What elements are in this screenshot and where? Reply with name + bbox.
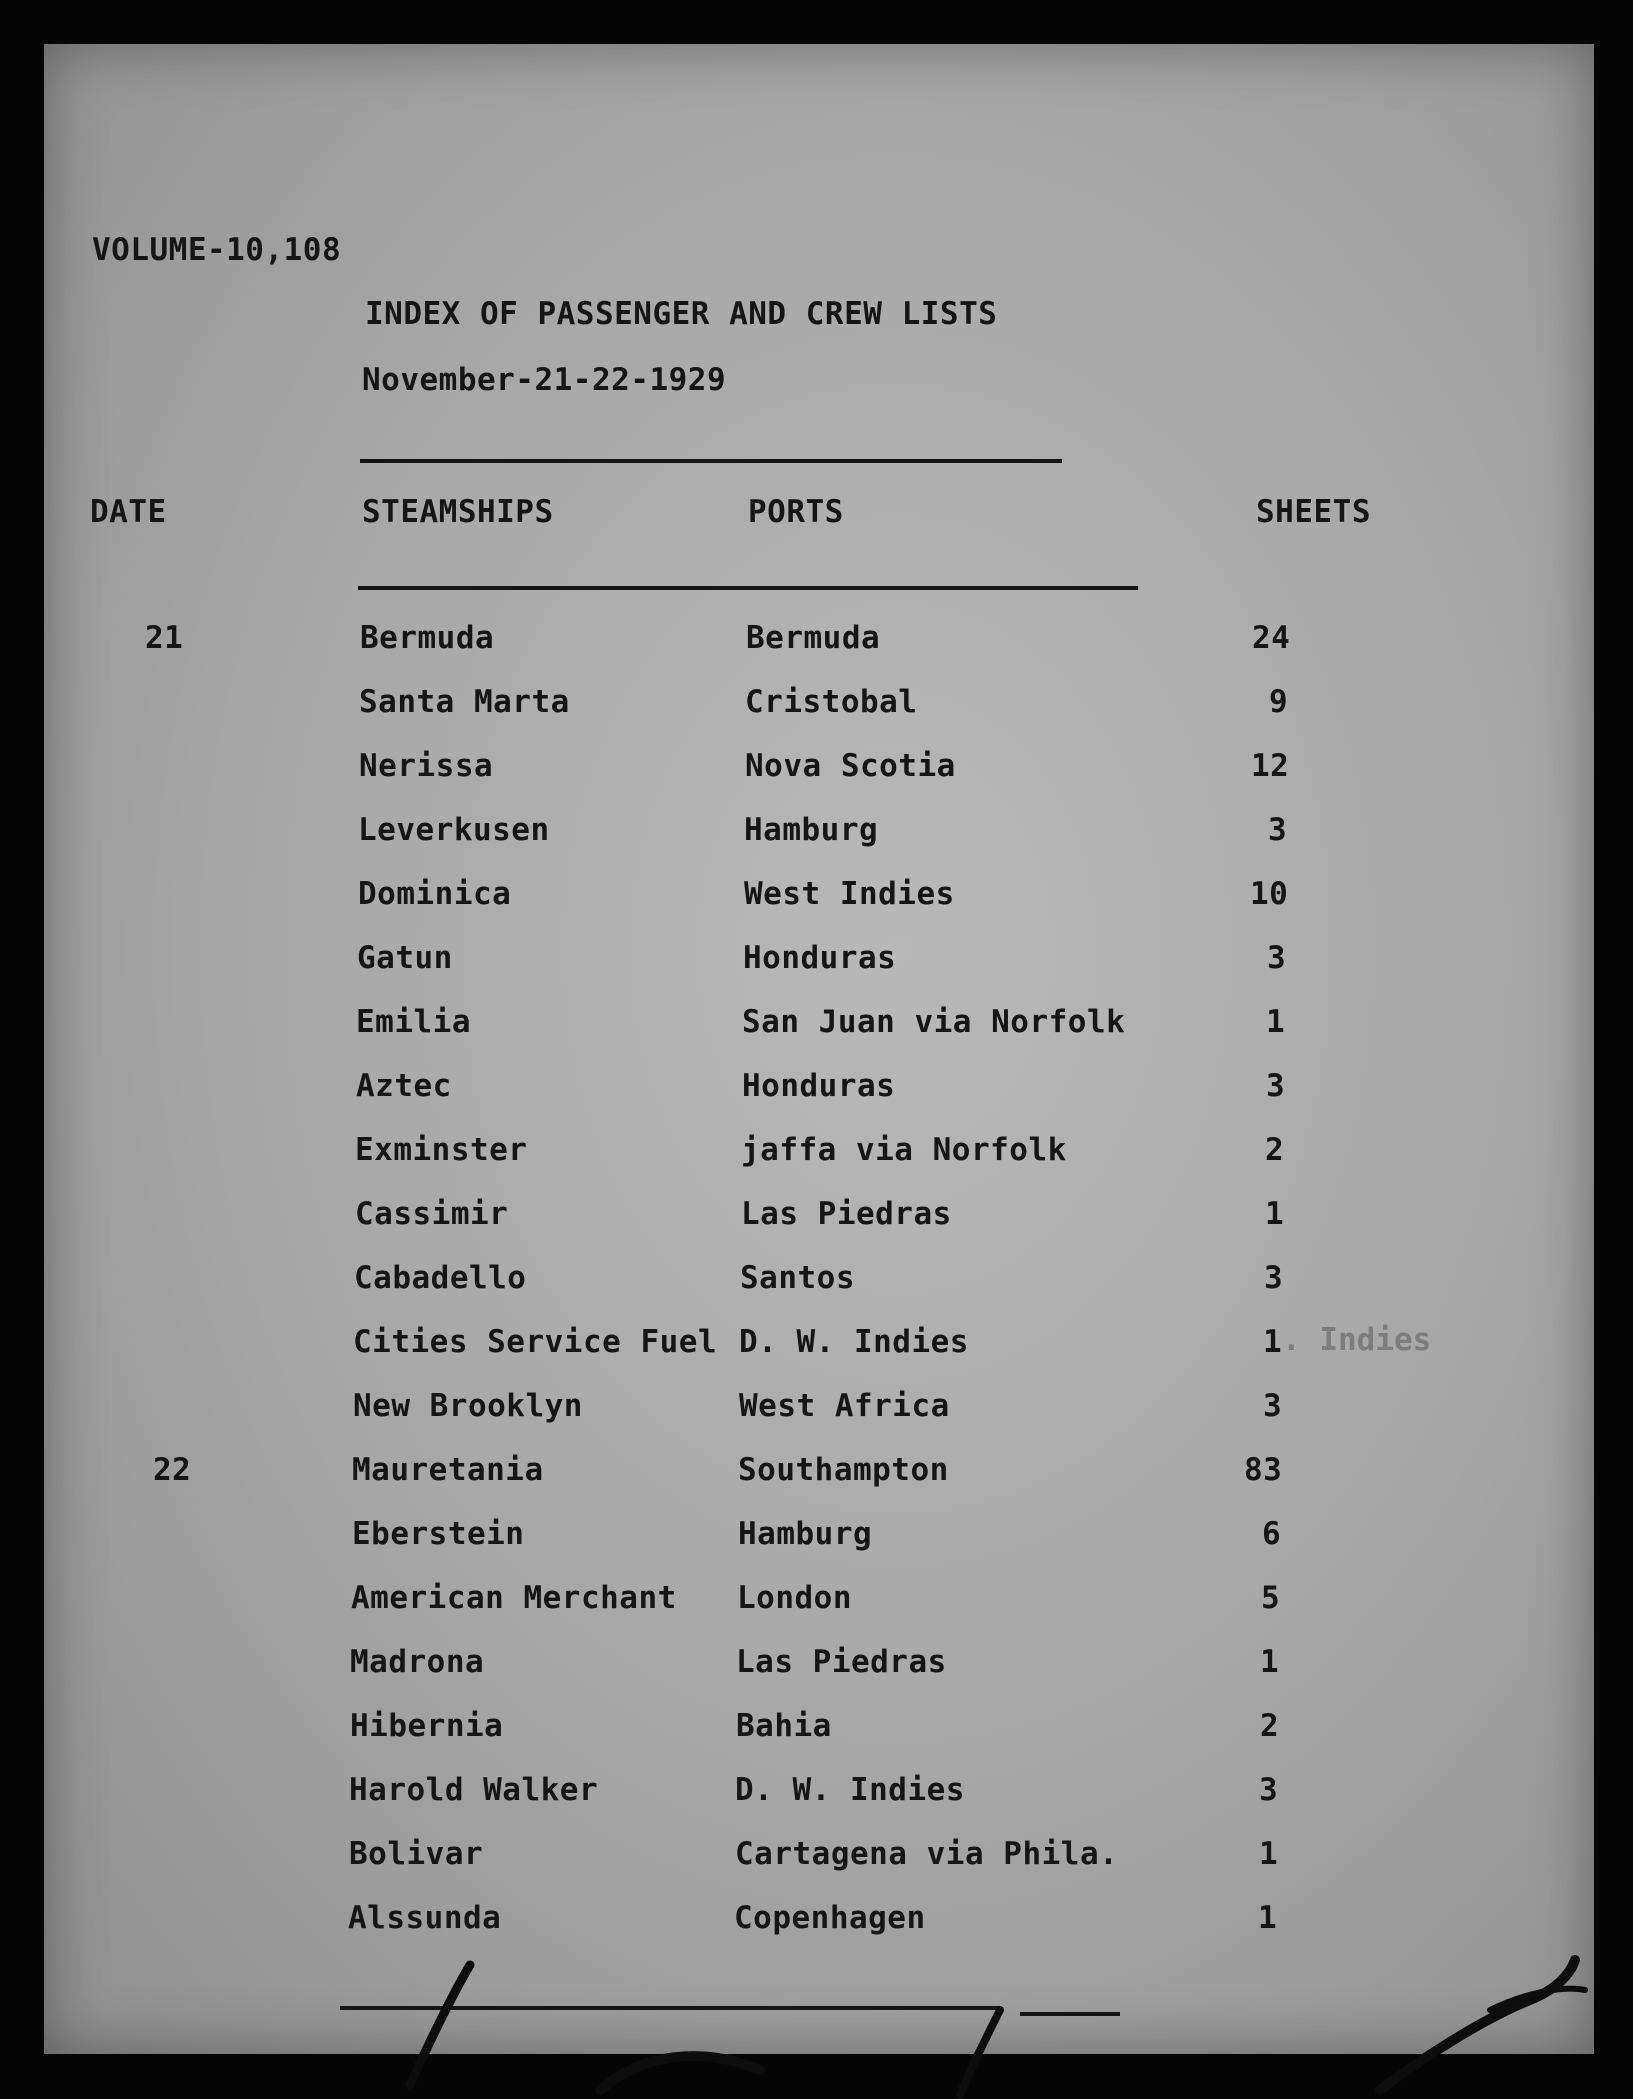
row-sheets: 83 bbox=[1244, 1452, 1283, 1488]
row-steamship: Bolivar bbox=[349, 1836, 484, 1872]
row-port: D. W. Indies bbox=[735, 1772, 965, 1808]
row-steamship: Gatun bbox=[357, 940, 453, 976]
row-port: Honduras bbox=[742, 1068, 896, 1104]
row-steamship: Cities Service Fuel bbox=[353, 1324, 718, 1360]
row-steamship: Emilia bbox=[356, 1004, 471, 1040]
row-steamship: Eberstein bbox=[352, 1516, 525, 1552]
header-steamships: STEAMSHIPS bbox=[362, 494, 554, 530]
row-sheets: 1 bbox=[1263, 1324, 1283, 1360]
row-port: Cartagena via Phila. bbox=[735, 1836, 1119, 1872]
row-steamship: Aztec bbox=[356, 1068, 452, 1104]
row-port: Southampton bbox=[738, 1452, 949, 1488]
volume-label: VOLUME-10,108 bbox=[92, 232, 342, 268]
row-sheets: 3 bbox=[1259, 1772, 1279, 1808]
row-port: West Africa bbox=[739, 1388, 950, 1424]
row-port: Nova Scotia bbox=[745, 748, 956, 784]
row-port: Las Piedras bbox=[741, 1196, 952, 1232]
row-sheets: 3 bbox=[1263, 1388, 1283, 1424]
row-steamship: Madrona bbox=[350, 1644, 485, 1680]
row-steamship: Hibernia bbox=[350, 1708, 504, 1744]
row-steamship: Alssunda bbox=[348, 1900, 502, 1936]
row-sheets: 10 bbox=[1250, 876, 1289, 912]
row-steamship: Bermuda bbox=[360, 620, 495, 656]
date-range: November-21-22-1929 bbox=[362, 362, 727, 398]
row-port: Hamburg bbox=[744, 812, 879, 848]
row-steamship: Santa Marta bbox=[359, 684, 570, 720]
row-steamship: Nerissa bbox=[359, 748, 494, 784]
row-sheets: 3 bbox=[1264, 1260, 1284, 1296]
row-port: Santos bbox=[740, 1260, 855, 1296]
row-date: 21 bbox=[145, 620, 184, 656]
row-port: jaffa via Norfolk bbox=[741, 1132, 1067, 1168]
row-steamship: Leverkusen bbox=[358, 812, 550, 848]
document-title: INDEX OF PASSENGER AND CREW LISTS bbox=[365, 296, 998, 332]
row-port: Las Piedras bbox=[736, 1644, 947, 1680]
row-sheets: 2 bbox=[1260, 1708, 1280, 1744]
row-sheets: 1 bbox=[1258, 1900, 1278, 1936]
row-port: Cristobal bbox=[745, 684, 918, 720]
header-ports: PORTS bbox=[748, 494, 844, 530]
row-sheets: 24 bbox=[1252, 620, 1291, 656]
row-steamship: Exminster bbox=[355, 1132, 528, 1168]
row-date: 22 bbox=[153, 1452, 192, 1488]
row-sheets: 9 bbox=[1269, 684, 1289, 720]
row-sheets: 1 bbox=[1266, 1004, 1286, 1040]
row-steamship: Dominica bbox=[358, 876, 512, 912]
row-port: West Indies bbox=[744, 876, 955, 912]
row-port: San Juan via Norfolk bbox=[742, 1004, 1126, 1040]
row-sheets: 2 bbox=[1265, 1132, 1285, 1168]
row-sheets: 1 bbox=[1260, 1644, 1280, 1680]
header-sheets: SHEETS bbox=[1256, 494, 1371, 530]
faint-overprint: . Indies bbox=[1282, 1322, 1432, 1358]
row-port: London bbox=[737, 1580, 852, 1616]
row-sheets: 5 bbox=[1261, 1580, 1281, 1616]
row-steamship: Harold Walker bbox=[349, 1772, 599, 1808]
row-sheets: 3 bbox=[1267, 940, 1287, 976]
row-steamship: American Merchant bbox=[351, 1580, 677, 1616]
row-sheets: 3 bbox=[1266, 1068, 1286, 1104]
row-steamship: New Brooklyn bbox=[353, 1388, 583, 1424]
row-sheets: 12 bbox=[1251, 748, 1290, 784]
row-port: D. W. Indies bbox=[739, 1324, 969, 1360]
header-date: DATE bbox=[90, 494, 167, 530]
row-port: Copenhagen bbox=[734, 1900, 926, 1936]
row-steamship: Mauretania bbox=[352, 1452, 544, 1488]
row-sheets: 1 bbox=[1265, 1196, 1285, 1232]
row-port: Honduras bbox=[743, 940, 897, 976]
row-port: Bermuda bbox=[746, 620, 881, 656]
row-sheets: 1 bbox=[1259, 1836, 1279, 1872]
row-steamship: Cabadello bbox=[354, 1260, 527, 1296]
row-sheets: 6 bbox=[1262, 1516, 1282, 1552]
row-port: Hamburg bbox=[738, 1516, 873, 1552]
row-steamship: Cassimir bbox=[355, 1196, 509, 1232]
row-sheets: 3 bbox=[1268, 812, 1288, 848]
row-port: Bahia bbox=[736, 1708, 832, 1744]
